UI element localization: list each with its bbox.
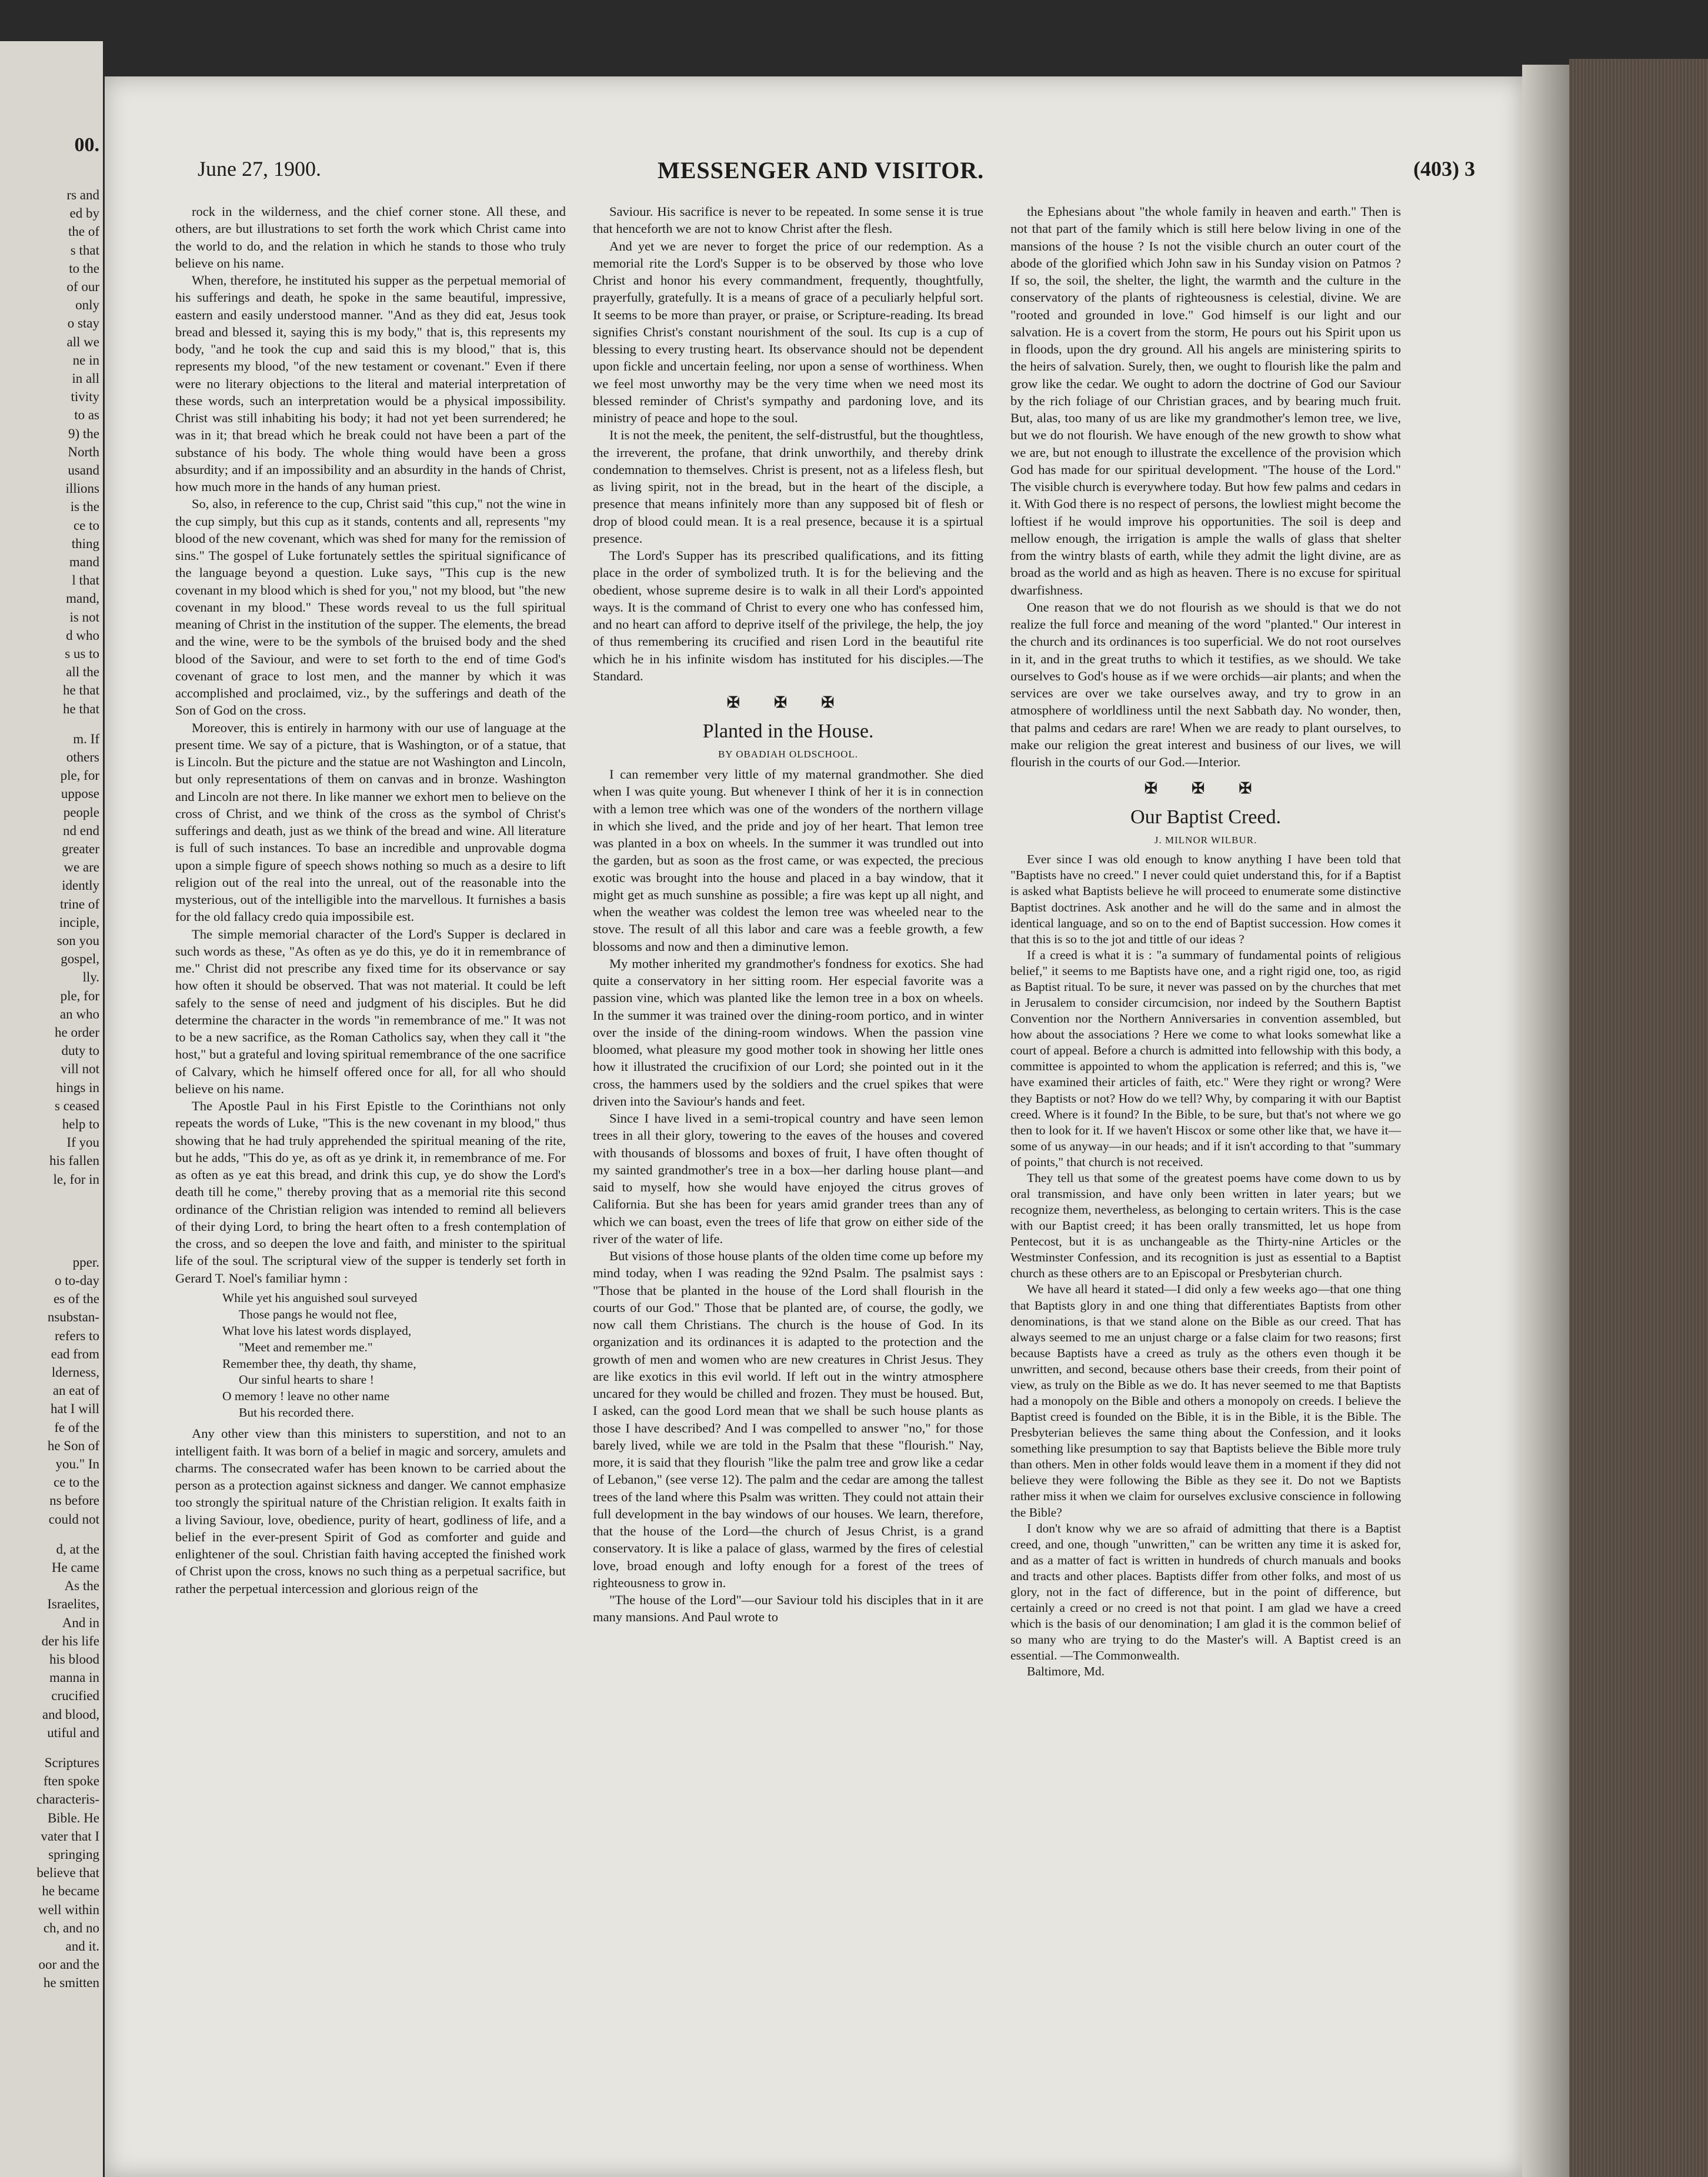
masthead — [105, 156, 1522, 198]
adjacent-page-fragment: ften spoke — [43, 1774, 99, 1789]
page-number: (403) 3 — [1413, 157, 1475, 181]
adjacent-page-fragment: der his life — [41, 1633, 99, 1648]
adjacent-page-fragment: As the — [64, 1578, 99, 1594]
adjacent-page-fragment: thing — [71, 536, 99, 551]
paragraph: Baltimore, Md. — [1027, 1664, 1105, 1679]
adjacent-page-fragment: ce to — [73, 517, 99, 533]
paragraph: Moreover, this is entirely in harmony with our use of language at the present time. We say of a picture, that is Washington, or of a statue, that is Lincoln. But the picture and the statue are not Washington and Lincoln, but only representations of them on canvas and in bronze. Washington and Lincoln are not there. In like manner we exhort men to believe on the cross of Christ, and we think of the cross as the symbol of Christ's sufferings and death, just as we think of the bread and wine. All literature is full of such instances. To base an incredible and unprovable dogma upon a simple figure of speech shows nothing so much as a desire to lift religion out of the real into the unreal, out of the reasonable into the mysterious, out of the intelligible into the marvellous. It furnishes a basis for the old fallacy credo quia impossibile est. — [175, 720, 566, 924]
adjacent-page-fragment: m. If — [73, 731, 99, 746]
paragraph: But visions of those house plants of the olden time come up before my mind today, when I was reading the 92nd Psalm. The psalmist says : "Those that be planted in the house of the Lord shall flourish in the courts of our God." Those that be planted are, of course, the godly, we now call them Christians. The church is the house of God. In its organization and its ordinances it is adapted to the protection and the growth of men and women who are new creatures in Christ Jesus. They are like exotics in this evil world. If left out in the wintry atmosphere uncared for they would be chilled and frozen. They must be housed. But, I asked, can the good Lord mean that we shall be such house plants as those I have described? And I was compelled to answer "no," for those barely lived, while we are told in the Psalm that these "flourish." Nay, more, it is said that they flourish "like the palm tree and grow like a cedar of Lebanon," (see verse 12). The palm and the cedar are among the tallest trees of the land where this Psalm was written. They could not attain their full development in the bay windows of our houses. We learn, therefore, that the house of the Lord—the church of Jesus Christ, is a grand conservatory. It is like a palace of glass, warmed by the fires of celestial love, broad enough and lofty enough for a forest of the trees of righteousness to grow in. — [593, 1248, 983, 1590]
section-ornament: ✠ ✠ ✠ — [1144, 780, 1267, 797]
adjacent-page-fragment: help to — [62, 1117, 99, 1131]
adjacent-page-fragment: If you — [66, 1135, 99, 1150]
adjacent-page-fragment: inciple, — [59, 914, 99, 930]
adjacent-page-fragment: duty to — [61, 1043, 99, 1059]
adjacent-page-fragment: ne in — [72, 352, 99, 368]
article-byline: J. MILNOR WILBUR. — [1154, 834, 1257, 846]
adjacent-page-fragment: Bible. He — [47, 1810, 99, 1825]
adjacent-page-fragment: vater that I — [41, 1828, 99, 1844]
adjacent-page-fragment: ple, for — [60, 768, 99, 783]
adjacent-page-fragment: illions — [65, 481, 99, 496]
paragraph: The Apostle Paul in his First Epistle to the Corinthians not only repeats the words of Luke, "This is the new covenant in my blood," thus showing that he had truly apprehended the spiritual meaning of the rite, but he adds, "This do ye, as oft as ye drink it, in remembrance of me. For as often as ye eat this bread, and drink this cup, ye do show the Lord's death till he come," thereby proving that as a memorial rite this second ordinance of the Christian religion was intended to remind all believers of their dying Lord, to bring the heart often to a fresh contemplation of the cross, and so deepen the love and faith, and minister to the spiritual life of the soul. The scriptural view of the supper is tenderly set forth in Gerard T. Noel's familiar hymn : — [175, 1098, 566, 1286]
adjacent-page-fragment: ead from — [51, 1346, 99, 1361]
adjacent-page-fragment: manna in — [49, 1670, 99, 1685]
adjacent-page-fragment: well within — [38, 1902, 99, 1917]
adjacent-page-fragment: the of — [68, 224, 99, 239]
adjacent-page-fragment: pper. — [72, 1254, 99, 1270]
paragraph: I don't know why we are so afraid of admitting that there is a Baptist creed, and one, though "unwritten," can be written any time it is asked for, and as a matter of fact is written in hundreds of church manuals and books and tracts and other places. Baptists differ from other folks, and most of us glory, not in the fact of difference, but in the point of difference, but certainly a creed or no creed is not that point. I am glad we have a creed which is the basis of our denomination; I am glad it is the common belief of so many who are trying to do the Master's will. A Baptist creed is an essential. —The Commonwealth. — [1010, 1521, 1401, 1663]
adjacent-page-fragment: ns before — [49, 1493, 99, 1508]
adjacent-page-fragment: l that — [72, 573, 99, 588]
adjacent-page-fragment: is the — [70, 499, 99, 515]
paragraph: We have all heard it stated—I did only a few weeks ago—that one thing that Baptists glory in and one thing that differentiates Baptists from other denominations, is that we stand alone on the Bible as our creed. That has always seemed to me an unjust charge or a false claim for two reasons; first because Baptists have a creed as truly as the others even though it be unwritten, and second, because others base their creeds, from their point of view, as truly on the Bible as we do. It has never seemed to me that Baptists had a monopoly on the Bible and others a monopoly on creeds. I believe the Baptist creed is founded on the Bible, it is in the Bible, it is the Bible. The Presbyterian believes the same thing about the Confession, and it looks something like presumption to say that Baptists believe the Bible more truly than others. Men in other folds would leave them in a moment if they did not believe they were following the Bible as they see it. Do not we Baptists rather miss it when we claim for ourselves exclusive conscience in following the Bible? — [1010, 1282, 1401, 1520]
adjacent-page-fragment: all we — [66, 334, 99, 349]
adjacent-page-fragment: trine of — [59, 896, 99, 911]
adjacent-page-fragment: an who — [59, 1006, 99, 1021]
adjacent-page-fragment: lly. — [82, 970, 99, 985]
adjacent-page-fragment: uppose — [61, 786, 99, 802]
adjacent-page-fragment: ed by — [69, 206, 99, 221]
adjacent-page-fragment: d who — [66, 627, 99, 643]
adjacent-page-fragment: es of the — [54, 1291, 99, 1307]
adjacent-page-fragment: he that — [63, 683, 99, 698]
adjacent-page-fragment: o to-day — [54, 1273, 99, 1288]
adjacent-page-fragment: greater — [62, 842, 99, 856]
adjacent-page-fragment: hat I will — [50, 1401, 99, 1417]
adjacent-page-fragment: Israelites, — [47, 1597, 99, 1612]
adjacent-page-fragment: s that — [70, 242, 99, 258]
section-ornament: ✠ ✠ ✠ — [726, 694, 850, 711]
adjacent-page-fragment: nd end — [63, 823, 99, 838]
adjacent-page-fragment: others — [66, 750, 99, 764]
adjacent-page-fragment: believe that — [36, 1865, 99, 1881]
adjacent-page-fragment: springing — [48, 1847, 99, 1862]
adjacent-page-fragment: ce to the — [54, 1475, 99, 1490]
adjacent-page-fragment: fe of the — [54, 1420, 99, 1435]
adjacent-page-fragment: d, at the — [56, 1541, 99, 1557]
paragraph: the Ephesians about "the whole family in heaven and earth." Then is not that part of the family which is still here below living in one of the mansions of the house ? Is not the visible church an outer court of the abode of the glorified which John saw in his Sunday vision on Patmos ? If so, the soil, the shelter, the light, the warmth and the culture in the conservatory of the plants of righteousness is celestial, divine. We are "rooted and grounded in love." God himself is our light and our salvation. He is a covert from the storm, He pours out his Spirit upon us in floods, upon the dry ground. All his angels are ministering spirits to the heirs of salvation. Surely, then, we ought to flourish like the palm and grow like the cedar. We ought to adorn the doctrine of God our Saviour by the rich foliage of our Christian graces, and by bearing much fruit. But, alas, too many of us are like my grandmother's lemon tree, we live, but we do not flourish. We have enough of the new growth to show what we are, but not enough to illustrate the excellence of the provision which God has made for our spiritual development. "The house of the Lord." The visible church is everywhere today. But how few palms and cedars in it. With God there is no respect of persons, the lowliest might become the loftiest if he would improve his opportunities. The soil is deep and mellow enough, the irrigation is ample the walls of glass that shelter from the wintry blasts of earth, while they admit the light divine, are as broad as the world and as high as heaven. There is no excuse for spiritual dwarfishness. — [1010, 204, 1401, 597]
adjacent-page-fragment: ple, for — [60, 988, 99, 1003]
adjacent-page-fragment: nsubstan- — [47, 1310, 99, 1325]
adjacent-page-fragment: mand, — [66, 591, 99, 606]
adjacent-page-fragment: s us to — [65, 646, 99, 661]
adjacent-page-fragment: crucified — [51, 1688, 99, 1704]
adjacent-page-fragment: lderness, — [51, 1365, 99, 1380]
newspaper-page — [105, 76, 1522, 2177]
hymn-line: O memory ! leave no other name — [222, 1389, 390, 1404]
hymn-line: But his recorded there. — [239, 1405, 354, 1420]
adjacent-page-fragment: usand — [68, 463, 99, 478]
adjacent-page-fragment: gospel, — [61, 951, 99, 967]
adjacent-page-fragment: could not — [48, 1511, 99, 1527]
hymn-line: Our sinful hearts to share ! — [239, 1373, 374, 1387]
adjacent-page-fragment: to as — [74, 408, 99, 423]
paragraph: When, therefore, he instituted his supper as the perpetual memorial of his sufferings and death, he spoke in the same beautiful, impressive, eastern and easily understood manner. "And as they did eat, Jesus took bread and blessed it, saying this is my body," that is, this represents my body, "and he took the cup and said this is my blood," that is, this represents my blood, "of the new testament or covenant." Even if there were no literary objections to the literal and material interpretation of these words, such an interpretation would be a physical impossibility. Christ was still inhabiting his body; it had not yet been surrendered; he was in it; that bread which he break could not have been a part of the substance of his body. The whole thing would have been a gross absurdity; and if an impossibility and an absurdity in the hands of Christ, how much more in the hands of any human priest. — [175, 273, 566, 494]
paper-title: MESSENGER AND VISITOR. — [658, 157, 985, 183]
paragraph: Ever since I was old enough to know anything I have been told that "Baptists have no creed." I never could quiet understand this, for if a Baptist is asked what Baptists believe he will proceed to enumerate some distinctive Baptist doctrines. Ask another and he will do the same and in almost the identical language, and so on to the end of Baptist succession. How comes it that this is so to the jot and tittle of our ideas ? — [1010, 852, 1401, 946]
paragraph: rock in the wilderness, and the chief corner stone. All these, and others, are but illustrations to set forth the work which Christ came into the world to do, and the relation in which he stands to those who truly believe on his name. — [175, 204, 566, 271]
hymn-line: What love his latest words displayed, — [222, 1323, 412, 1338]
paragraph: "The house of the Lord"—our Saviour told his disciples that in it are many mansions. And Paul wrote to — [593, 1592, 983, 1625]
paragraph: So, also, in reference to the cup, Christ said "this cup," not the wine in the cup simply, but this cup as it stands, contents and all, represents "my blood of the new covenant, which was shed for many for the remission of sins." The gospel of Luke fortunately settles the spiritual significance of the language beyond a question. Luke says, "This cup is the new covenant in my blood which is shed for you," not my blood, but "the new covenant in my blood." These words reveal to us the full spiritual meaning of Christ in the institution of the supper. The elements, the bread and the wine, were to be the symbols of the bruised body and the shed blood of the Saviour, and were to set forth to the end of time God's covenant of grace to lost men, and the manner by which it was accomplished and proclaimed, viz., by the sufferings and death of the Son of God on the cross. — [175, 496, 566, 718]
adjacent-page-fragment: all the — [66, 665, 99, 680]
adjacent-page-fragment: characteris- — [36, 1792, 99, 1807]
adjacent-page-fragment: 00. — [74, 134, 99, 156]
paragraph: I can remember very little of my maternal grandmother. She died when I was quite young. But whenever I think of her it is in connection with a lemon tree which was one of the wonders of the northern village in which she lived, and the pride and joy of her heart. That lemon tree was planted in a box on wheels. In the summer it was trundled out into the garden, but as soon as the frost came, or was expected, the precious exotic was brought into the house and placed in a bay window, that it might get as much sunshine as possible; a fire was kept up all night, and when the weather was coldest the lemon tree was wheeled near to the stove. The result of all this labor and care was a feeble growth, a few blossoms and now and then a diminutive lemon. — [593, 767, 983, 954]
paragraph: Saviour. His sacrifice is never to be repeated. In some sense it is true that henceforth we are not to know Christ after the flesh. — [593, 204, 983, 236]
adjacent-page-fragment: his blood — [49, 1652, 99, 1667]
article-byline: BY OBADIAH OLDSCHOOL. — [718, 748, 859, 760]
paragraph: The simple memorial character of the Lord's Supper is declared in such words as these, "As often as ye do this, ye do it in remembrance of me." Christ did not prescribe any fixed time for its observance or say how often it should be observed. That was not material. It could be left safely to the sense of need and judgment of his disciples. But he did determine the character in the words "in remembrance of me." It was not to be a new sacrifice, as the Roman Catholics say, when they call it "the host," but a grateful and loving spiritual remembrance of the one sacrifice of Calvary, which he himself offered once for all, for all who should believe on his name. — [175, 926, 566, 1096]
adjacent-page-fragment: in all — [72, 371, 99, 386]
paragraph: My mother inherited my grandmother's fondness for exotics. She had quite a conservatory in her sitting room. Her especial favorite was a passion vine, which was planted like the lemon tree in a box on wheels. In the summer it was trained over the dining-room portico, and in winter over the inside of the dining-room windows. When the passion vine bloomed, what pleasure my good mother took in showing her little ones how it illustrated the crucifixion of our Lord; she pointed out in it the cross, the hammers used by the soldiers and the cruel spikes that were driven into the Saviour's hands and feet. — [593, 956, 983, 1108]
paragraph: It is not the meek, the penitent, the self-distrustful, but the thoughtless, the irreverent, the profane, that drink unworthily, and thereby drink condemnation to themselves. Christ is present, not as a lifeless flesh, but as living spirit, not in the bread, but in the heart of the disciple, a presence that means infinitely more than any supposed bit of flesh or drop of blood could mean. It is a real presence, because it is a spirtual presence. — [593, 428, 983, 546]
adjacent-page-fragment: o stay — [67, 316, 99, 331]
adjacent-page-fragment: Scriptures — [44, 1755, 99, 1770]
adjacent-page-fragment: he that — [63, 701, 99, 716]
article-title: Our Baptist Creed. — [1130, 806, 1281, 829]
adjacent-page-fragment: utiful and — [47, 1725, 99, 1740]
adjacent-page-fragment: we are — [64, 860, 99, 875]
adjacent-page-fragment: le, for in — [53, 1171, 99, 1187]
adjacent-page-fragment: only — [75, 298, 99, 313]
adjacent-page-fragment: to the — [69, 261, 99, 276]
adjacent-page-fragment: hings in — [56, 1080, 99, 1095]
adjacent-page-fragment: is not — [69, 609, 99, 625]
adjacent-page-fragment: tivity — [71, 389, 99, 405]
book-page-edges — [1569, 59, 1708, 2177]
adjacent-page-strip — [0, 41, 103, 2177]
adjacent-page-fragment: he Son of — [47, 1438, 99, 1453]
adjacent-page-fragment: he became — [42, 1884, 99, 1899]
adjacent-page-fragment: North — [68, 444, 99, 459]
adjacent-page-fragment: an eat of — [52, 1383, 99, 1398]
paragraph: And yet we are never to forget the price of our redemption. As a memorial rite the Lord's Supper is to be observed by those who love Christ and honor his every commandment, frequently, thoughtfully, prayerfully, gratefully. It is a means of grace of a peculiarly helpful sort. It seems to be more than prayer, or praise, or Scripture-reading. Its bread signifies Christ's constant nourishment of the soul. Its cup is a cup of blessing to every trusting heart. Its observance should not be dependent upon fickle and uncertain feeling, nor upon a sense of worthiness. When we feel most unworthy may be the very time when we need most its blessed reminder of Christ's sympathy and pardoning love, and its ministry of peace and hope to the soul. — [593, 238, 983, 425]
adjacent-page-fragment: refers to — [55, 1328, 99, 1343]
adjacent-page-fragment: and it. — [65, 1939, 99, 1954]
hymn-line: "Meet and remember me." — [239, 1340, 373, 1354]
adjacent-page-fragment: people — [63, 804, 99, 820]
adjacent-page-fragment: 9) the — [68, 426, 99, 441]
hymn — [222, 1290, 566, 1422]
paragraph: Any other view than this ministers to superstition, and not to an intelligent faith. It was born of a belief in magic and sorcery, amulets and charms. The consecrated wafer has been known to be carried about the person as a protection against sickness and danger. We cannot emphasize too strongly the spiritual nature of the Christian religion. It exalts faith in a living Saviour, love, obedience, purity of heart, godliness of life, and a belief in the ever-present Spirit of God as comforter and guide and enlightener of the soul. Christian faith having accepted the finished work of Christ upon the cross, knows no such thing as a perpetual sacrifice, but rather the perpetual intercession and glorious reign of the — [175, 1426, 566, 1596]
hymn-line: While yet his anguished soul surveyed — [222, 1290, 418, 1305]
paragraph: Since I have lived in a semi-tropical country and have seen lemon trees in all their glory, towering to the eaves of the houses and covered with thousands of blossoms and boxes of fruit, I have often thought of my sainted grandmother's tree in a box—her darling house plant—and said to myself, how she would have enjoyed the citrus groves of California. But she has been for years amid grander trees than any of which we can boast, even the trees of life that grow on either side of the river of the water of life. — [593, 1111, 983, 1246]
paragraph: One reason that we do not flourish as we should is that we do not realize the full force and meaning of the word "planted." Our interest in the church and its ordinances is too superficial. We do not root ourselves in it, and in the great truths to which it testifies, as we should. We take ourselves to God's house as if we were orchids—air plants; and when the services are over we take ourselves away, and try to grow in an atmosphere of worldliness until the next Sabbath day. No wonder, then, that palms and cedars are rare! When we are ready to plant ourselves, to make our religion the great interest and business of our lives, we will flourish in the courts of our God.—Interior. — [1010, 599, 1401, 769]
paragraph: They tell us that some of the greatest poems have come down to us by oral transmission, and have only been written in later years; but we recognize them, nevertheless, as belonging to certain writers. This is the case with our Baptist creed; it has been orally transmitted, let us hope from Pentecost, but it is as unchangeable as the Thirty-nine Articles or the Westminster Confession, and its recognition is just as essential to a Baptist church as these others are to an Episcopal or Presbyterian church. — [1010, 1170, 1401, 1281]
adjacent-page-fragment: vill not — [61, 1061, 99, 1077]
adjacent-page-fragment: rs and — [66, 188, 99, 202]
adjacent-page-fragment: s ceased — [55, 1098, 99, 1113]
adjacent-page-fragment: he order — [55, 1025, 99, 1040]
paragraph: If a creed is what it is : "a summary of fundamental points of religious belief," it seems to me Baptists have one, and a right rigid one, too, as rigid as Baptist ritual. To be sure, it never was passed on by the churches that met in Jerusalem to consider circumcision, nor indeed by the Southern Baptist Convention nor the Northern Anniversaries in convention assembled, but how about the associations ? Here we come to what looks somewhat like a court of appeal. Before a church is admitted into fellowship with this body, a committee is appointed to whom the application is referred; and this is, "we have examined their articles of faith, etc." Were they right or wrong? Were they Baptists or not? How do we tell? Why, by comparing it with our Baptist creed. Where is it found? In the Bible, to be sure, but that's not where we go then to look for it. If we haven't Hiscox or some other like that, we have it—some of us anyway—in our heads; and if it isn't according to that "summary of points," that church is not received. — [1010, 947, 1401, 1169]
paragraph: The Lord's Supper has its prescribed qualifications, and its fitting place in the order of symbolized truth. It is for the believing and the obedient, whose supreme desire is to walk in all their Lord's appointed ways. It is the command of Christ to every one who has confessed him, and no heart can afford to deprive itself of the privilege, the help, the joy of thus remembering its crucified and risen Lord in the beautiful rite which he in his infinite wisdom has instituted for his disciples.—The Standard. — [593, 548, 983, 683]
adjacent-page-fragment: he smitten — [43, 1975, 99, 1991]
column-2 — [593, 203, 983, 1626]
adjacent-page-fragment: oor and the — [38, 1957, 99, 1972]
column-3 — [1010, 203, 1401, 1680]
issue-date: June 27, 1900. — [198, 157, 321, 181]
adjacent-page-fragment: He came — [51, 1560, 99, 1575]
adjacent-page-fragment: his fallen — [49, 1153, 99, 1168]
column-1 — [175, 203, 566, 1597]
hymn-line: Remember thee, thy death, thy shame, — [222, 1356, 416, 1371]
adjacent-page-fragment: you." In — [55, 1457, 99, 1471]
book-gutter — [1522, 65, 1569, 2177]
adjacent-page-fragment: of our — [66, 279, 99, 294]
adjacent-page-fragment: And in — [62, 1615, 99, 1630]
article-title: Planted in the House. — [702, 720, 874, 742]
adjacent-page-fragment: and blood, — [42, 1707, 99, 1722]
adjacent-page-fragment: ch, and no — [43, 1920, 99, 1935]
adjacent-page-fragment: mand — [69, 555, 99, 569]
hymn-line: Those pangs he would not flee, — [239, 1307, 397, 1321]
adjacent-page-fragment: son you — [56, 933, 99, 948]
adjacent-page-fragment: idently — [62, 878, 99, 893]
